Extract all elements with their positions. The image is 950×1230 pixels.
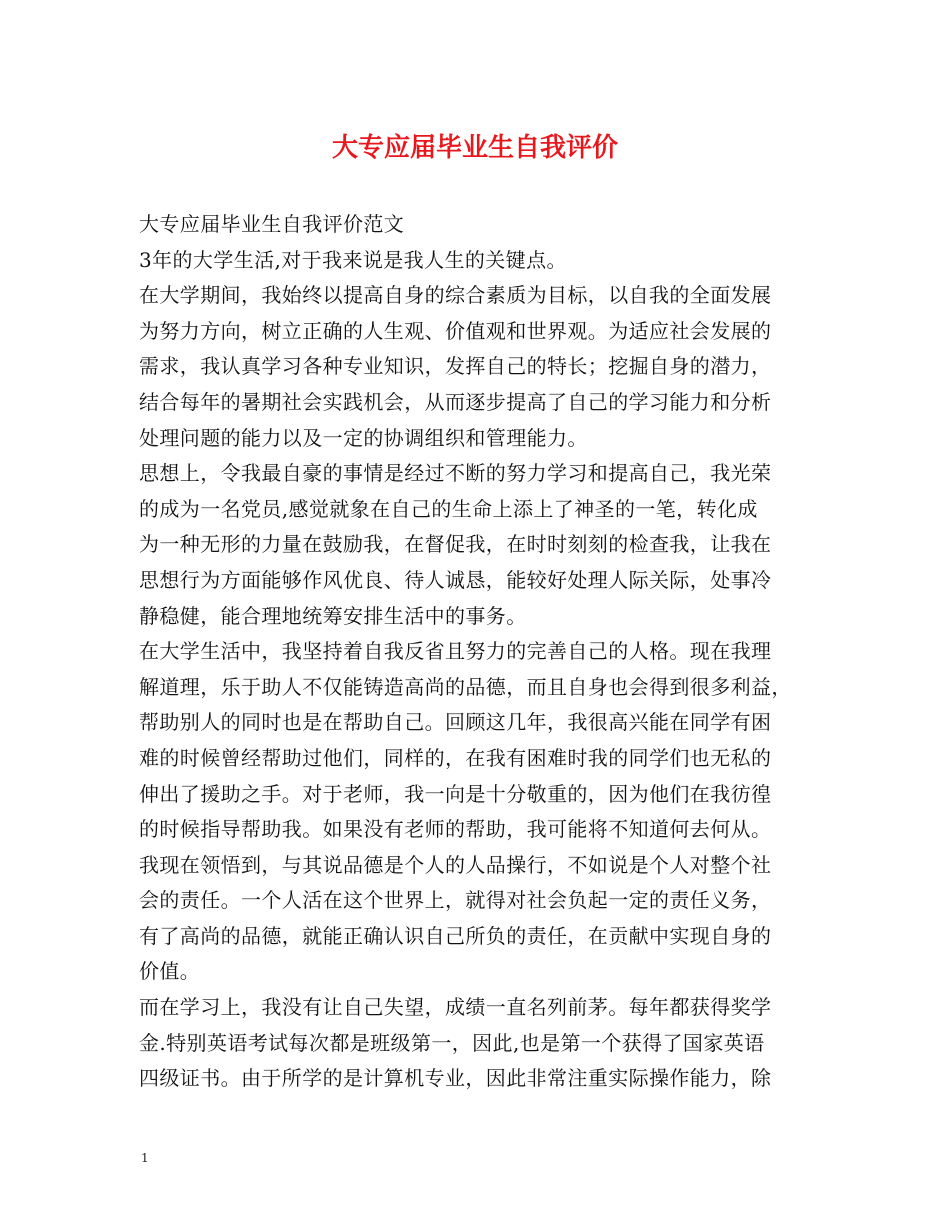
body-line: 的时候指导帮助我。如果没有老师的帮助，我可能将不知道何去何从。: [139, 817, 772, 842]
body-line: 金.特别英语考试每次都是班级第一，因此,也是第一个获得了国家英语: [139, 1030, 765, 1055]
body-line: 帮助别人的同时也是在帮助自己。回顾这几年，我很高兴能在同学有困: [139, 710, 772, 735]
body-line: 为努力方向，树立正确的人生观、价值观和世界观。为适应社会发展的: [139, 318, 772, 343]
body-line: 结合每年的暑期社会实践机会，从而逐步提高了自己的学习能力和分析: [139, 389, 772, 414]
body-line: 有了高尚的品德，就能正确认识自己所负的责任，在贡献中实现自身的: [139, 923, 772, 948]
body-line: 解道理，乐于助人不仅能铸造高尚的品德，而且自身也会得到很多利益，: [139, 674, 792, 699]
body-line: 3年的大学生活,对于我来说是我人生的关键点。: [139, 247, 567, 272]
body-line: 价值。: [139, 959, 201, 984]
body-line: 思想行为方面能够作风优良、待人诚恳，能较好处理人际关际，处事冷: [139, 567, 772, 592]
body-line: 伸出了援助之手。对于老师，我一向是十分敬重的，因为他们在我彷徨: [139, 781, 772, 806]
body-line: 静稳健，能合理地统筹安排生活中的事务。: [139, 603, 527, 628]
body-line: 思想上，令我最自豪的事情是经过不断的努力学习和提高自己，我光荣: [139, 461, 772, 486]
body-line: 为一种无形的力量在鼓励我，在督促我，在时时刻刻的检查我，让我在: [139, 532, 772, 557]
body-line: 而在学习上，我没有让自己失望，成绩一直名列前茅。每年都获得奖学: [139, 995, 772, 1020]
body-line: 难的时候曾经帮助过他们，同样的，在我有困难时我的同学们也无私的: [139, 745, 772, 770]
body-line: 大专应届毕业生自我评价范文: [139, 212, 405, 236]
page-number: 1: [141, 1151, 149, 1165]
document-body: [139, 207, 829, 1097]
body-line: 在大学生活中，我坚持着自我反省且努力的完善自己的人格。现在我理: [139, 639, 772, 664]
body-line: 在大学期间，我始终以提高自身的综合素质为目标，以自我的全面发展: [139, 283, 772, 308]
body-line: 会的责任。一个人活在这个世界上，就得对社会负起一定的责任义务，: [139, 888, 772, 913]
body-line: 处理问题的能力以及一定的协调组织和管理能力。: [139, 425, 588, 450]
document-title: 大专应届毕业生自我评价: [331, 133, 618, 163]
body-line: 需求，我认真学习各种专业知识，发挥自己的特长；挖掘自身的潜力，: [139, 354, 772, 379]
body-line: 我现在领悟到，与其说品德是个人的人品操行，不如说是个人对整个社: [139, 852, 772, 877]
body-line: 的成为一名党员,感觉就象在自己的生命上添上了神圣的一笔，转化成: [139, 496, 758, 521]
body-line: 四级证书。由于所学的是计算机专业，因此非常注重实际操作能力，除: [139, 1066, 772, 1091]
